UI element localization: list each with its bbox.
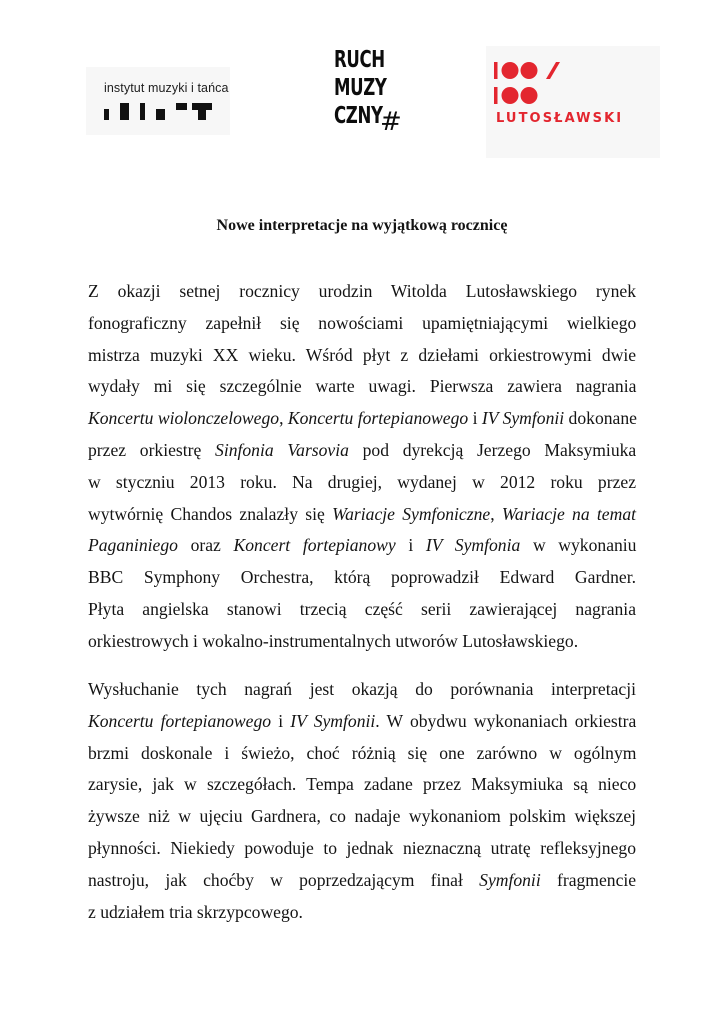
text-segment: dokonane bbox=[564, 408, 637, 429]
text-line bbox=[88, 530, 636, 562]
lutoslawski-100-logo bbox=[486, 46, 660, 158]
paragraph-1 bbox=[88, 276, 636, 658]
ruch-logo-line-3: CZNY bbox=[334, 103, 383, 129]
imit-logo-mark bbox=[104, 101, 214, 123]
text-line bbox=[88, 276, 636, 308]
italic-title: Wariacje na temat bbox=[501, 503, 637, 524]
italic-title: Koncertu wiolonczelowego bbox=[88, 408, 280, 429]
text-segment: Płyta angielska stanowi trzecią część serii zawierającej nagrania bbox=[88, 598, 636, 619]
text-segment: i bbox=[395, 535, 426, 556]
text-segment: pod dyrekcją Jerzego Maksymiuka bbox=[348, 439, 637, 460]
text-segment: , bbox=[279, 408, 288, 429]
ruch-logo-hash: # bbox=[380, 107, 402, 137]
text-segment: żywsze niż w ujęciu Gardnera, co nadaje wykonaniom polskim większej bbox=[88, 806, 637, 827]
text-line bbox=[88, 403, 636, 435]
text-line bbox=[88, 674, 636, 706]
text-segment: i bbox=[468, 408, 482, 429]
italic-title: Paganiniego bbox=[88, 535, 178, 556]
text-segment: wydały mi się szczególnie warte uwagi. Pierwsza zawiera nagrania bbox=[88, 376, 637, 397]
article-title: Nowe interpretacje na wyjątkową rocznicę bbox=[216, 217, 508, 234]
italic-title: Koncertu fortepianowego bbox=[88, 710, 272, 731]
ruch-logo-line-2: MUZY bbox=[334, 75, 387, 101]
text-segment: z udziałem tria skrzypcowego. bbox=[88, 901, 303, 922]
italic-title: Koncertu fortepianowego bbox=[287, 408, 469, 429]
text-segment: zarysie, jak w szczegółach. Tempa zadane przez Maksymiuka są nieco bbox=[88, 774, 637, 795]
text-segment: i bbox=[271, 710, 291, 731]
text-line bbox=[88, 594, 636, 626]
text-segment: brzmi doskonale i świeżo, choć różnią się one zarówno w ogólnym bbox=[88, 742, 637, 763]
text-segment: . W obydwu wykonaniach orkiestra bbox=[375, 710, 637, 731]
text-line bbox=[88, 833, 636, 865]
italic-title: IV Symfonii bbox=[290, 710, 376, 731]
text-segment: Wysłuchanie tych nagrań jest okazją do porównania interpretacji bbox=[88, 679, 636, 699]
text-line bbox=[88, 897, 636, 929]
text-segment: mistrza muzyki XX wieku. Wśród płyt z dziełami orkiestrowymi dwie bbox=[88, 344, 637, 365]
text-segment: nastroju, jak choćby w poprzedzającym finał bbox=[88, 869, 480, 890]
text-line bbox=[88, 706, 636, 738]
ruch-muzyczny-logo bbox=[322, 46, 404, 148]
text-segment: oraz bbox=[177, 535, 234, 556]
italic-title: IV Symfonii bbox=[481, 408, 565, 429]
text-segment: w wykonaniu bbox=[520, 535, 637, 556]
text-line bbox=[88, 738, 636, 770]
text-segment: przez orkiestrę bbox=[88, 439, 216, 460]
italic-title: Wariacje Symfoniczne bbox=[332, 503, 491, 524]
text-segment: BBC Symphony Orchestra, którą poprowadził Edward Gardner. bbox=[88, 567, 636, 588]
italic-title: Sinfonia Varsovia bbox=[215, 439, 349, 460]
text-line bbox=[88, 467, 636, 499]
text-segment: , bbox=[490, 503, 502, 524]
imit-logo bbox=[86, 67, 230, 135]
text-segment: wytwórnię Chandos znalazły się bbox=[88, 503, 333, 524]
text-line bbox=[88, 340, 636, 372]
lutoslawski-logo-text: LUTOSŁAWSKI bbox=[496, 111, 624, 126]
text-line bbox=[88, 769, 636, 801]
text-segment: płynności. Niekiedy powoduje to jednak nieznaczną utratę refleksyjnego bbox=[88, 837, 636, 858]
ruch-logo-line-1: RUCH bbox=[334, 47, 385, 73]
text-segment: fonograficzny zapełnił się nowościami upamiętniającymi wielkiego bbox=[88, 312, 637, 333]
text-line bbox=[88, 499, 636, 531]
paragraph-2 bbox=[88, 674, 636, 928]
text-segment: Z okazji setnej rocznicy urodzin Witolda Lutosławskiego rynek bbox=[88, 281, 636, 301]
text-segment: w styczniu 2013 roku. Na drugiej, wydanej w 2012 roku przez bbox=[88, 471, 636, 492]
italic-title: IV Symfonia bbox=[425, 535, 521, 556]
text-line bbox=[88, 308, 636, 340]
italic-title: Koncert fortepianowy bbox=[233, 535, 396, 556]
text-line bbox=[88, 562, 636, 594]
italic-title: Symfonii bbox=[479, 869, 541, 890]
text-segment: orkiestrowych i wokalno-instrumentalnych utworów Lutosławskiego. bbox=[88, 630, 579, 651]
text-line bbox=[88, 801, 636, 833]
text-segment: fragmencie bbox=[540, 869, 637, 890]
lutoslawski-100-mark bbox=[494, 62, 574, 108]
text-line bbox=[88, 626, 636, 658]
imit-logo-text: instytut muzyki i tańca bbox=[104, 81, 229, 95]
text-line bbox=[88, 865, 636, 897]
text-line bbox=[88, 371, 636, 403]
text-line bbox=[88, 435, 636, 467]
